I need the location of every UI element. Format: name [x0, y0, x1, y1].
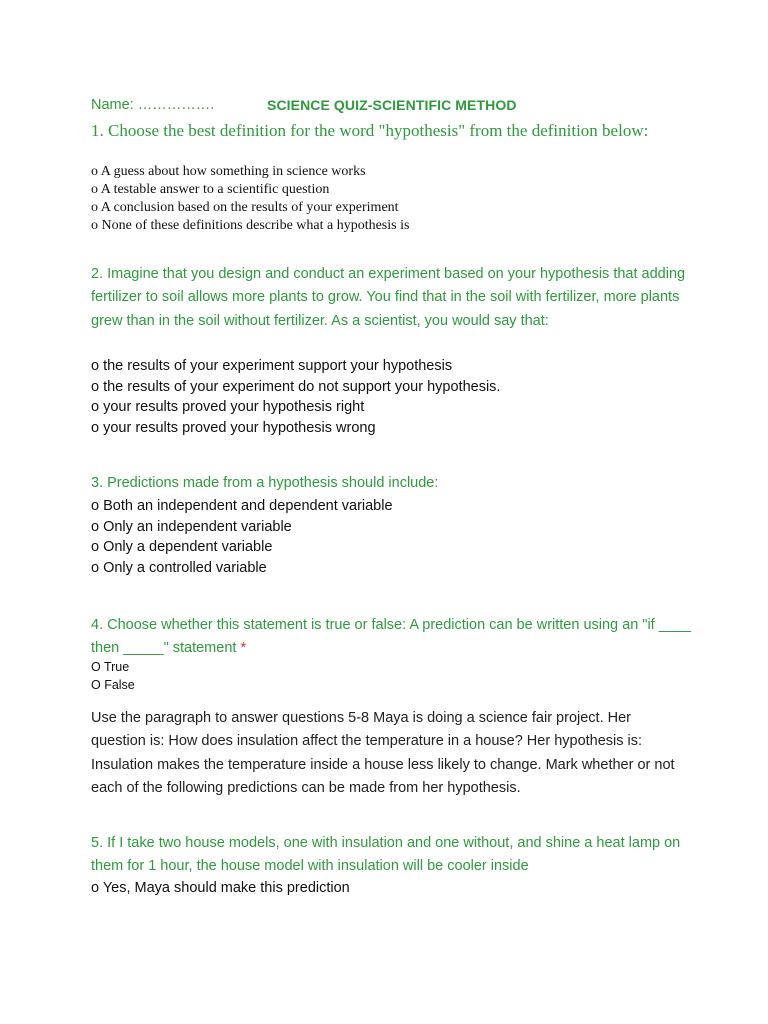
question-4-label: 4. Choose whether this statement is true or false: A prediction can be written using an "if ____ then _____" statement [91, 617, 691, 657]
question-1-option[interactable]: o A testable answer to a scientific question [91, 182, 330, 197]
question-3-option[interactable]: o Only a controlled variable [91, 560, 267, 577]
question-1-option[interactable]: o A conclusion based on the results of your experiment [91, 200, 399, 215]
quiz-title: SCIENCE QUIZ-SCIENTIFIC METHOD [267, 97, 517, 113]
question-3-option[interactable]: o Both an independent and dependent variable [91, 498, 393, 514]
question-4-options [91, 658, 135, 694]
question-2-option[interactable]: o your results proved your hypothesis wrong [91, 420, 376, 437]
question-3-option[interactable]: o Only a dependent variable [91, 539, 273, 556]
question-3-options [91, 496, 393, 579]
question-2-option[interactable]: o your results proved your hypothesis right [91, 399, 365, 416]
question-4-text [91, 614, 691, 661]
question-2-option[interactable]: o the results of your experiment support your hypothesis [91, 358, 453, 374]
required-asterisk: * [240, 640, 247, 657]
question-1-option[interactable]: o A guess about how something in science works [91, 164, 366, 179]
question-1-options [91, 163, 409, 235]
question-5-options [91, 878, 350, 899]
question-5-option[interactable]: o Yes, Maya should make this prediction [91, 880, 350, 896]
reading-passage: Use the paragraph to answer questions 5-8 Maya is doing a science fair project. Her question is: How does insulation affect the temperature in a house? Her hypothesis is: Insulation makes the temperature inside a house less likely to change. Mark whether or not each of the following predictions can be made from her hypothesis. [91, 710, 675, 796]
question-4-option-true[interactable]: O True [91, 660, 130, 674]
question-3-option[interactable]: o Only an independent variable [91, 518, 292, 535]
name-field-label: Name: ……………. [91, 97, 215, 113]
question-2-options [91, 356, 500, 439]
question-5-text: 5. If I take two house models, one with insulation and one without, and shine a heat lamp on them for 1 hour, the house model with insulation will be cooler inside [91, 835, 681, 875]
question-2-option[interactable]: o the results of your experiment do not support your hypothesis. [91, 378, 501, 395]
question-4-option-false[interactable]: O False [91, 678, 135, 692]
question-1-text: 1. Choose the best definition for the word "hypothesis" from the definition below: [91, 121, 649, 140]
question-2-text: 2. Imagine that you design and conduct an experiment based on your hypothesis that adding fertilizer to soil allows more plants to grow. You find that in the soil with fertilizer, more plants grew than in the soil without fertilizer. As a scientist, you would say that: [91, 266, 686, 329]
question-1-option[interactable]: o None of these definitions describe what a hypothesis is [91, 218, 410, 233]
question-3-text: 3. Predictions made from a hypothesis should include: [91, 475, 439, 491]
